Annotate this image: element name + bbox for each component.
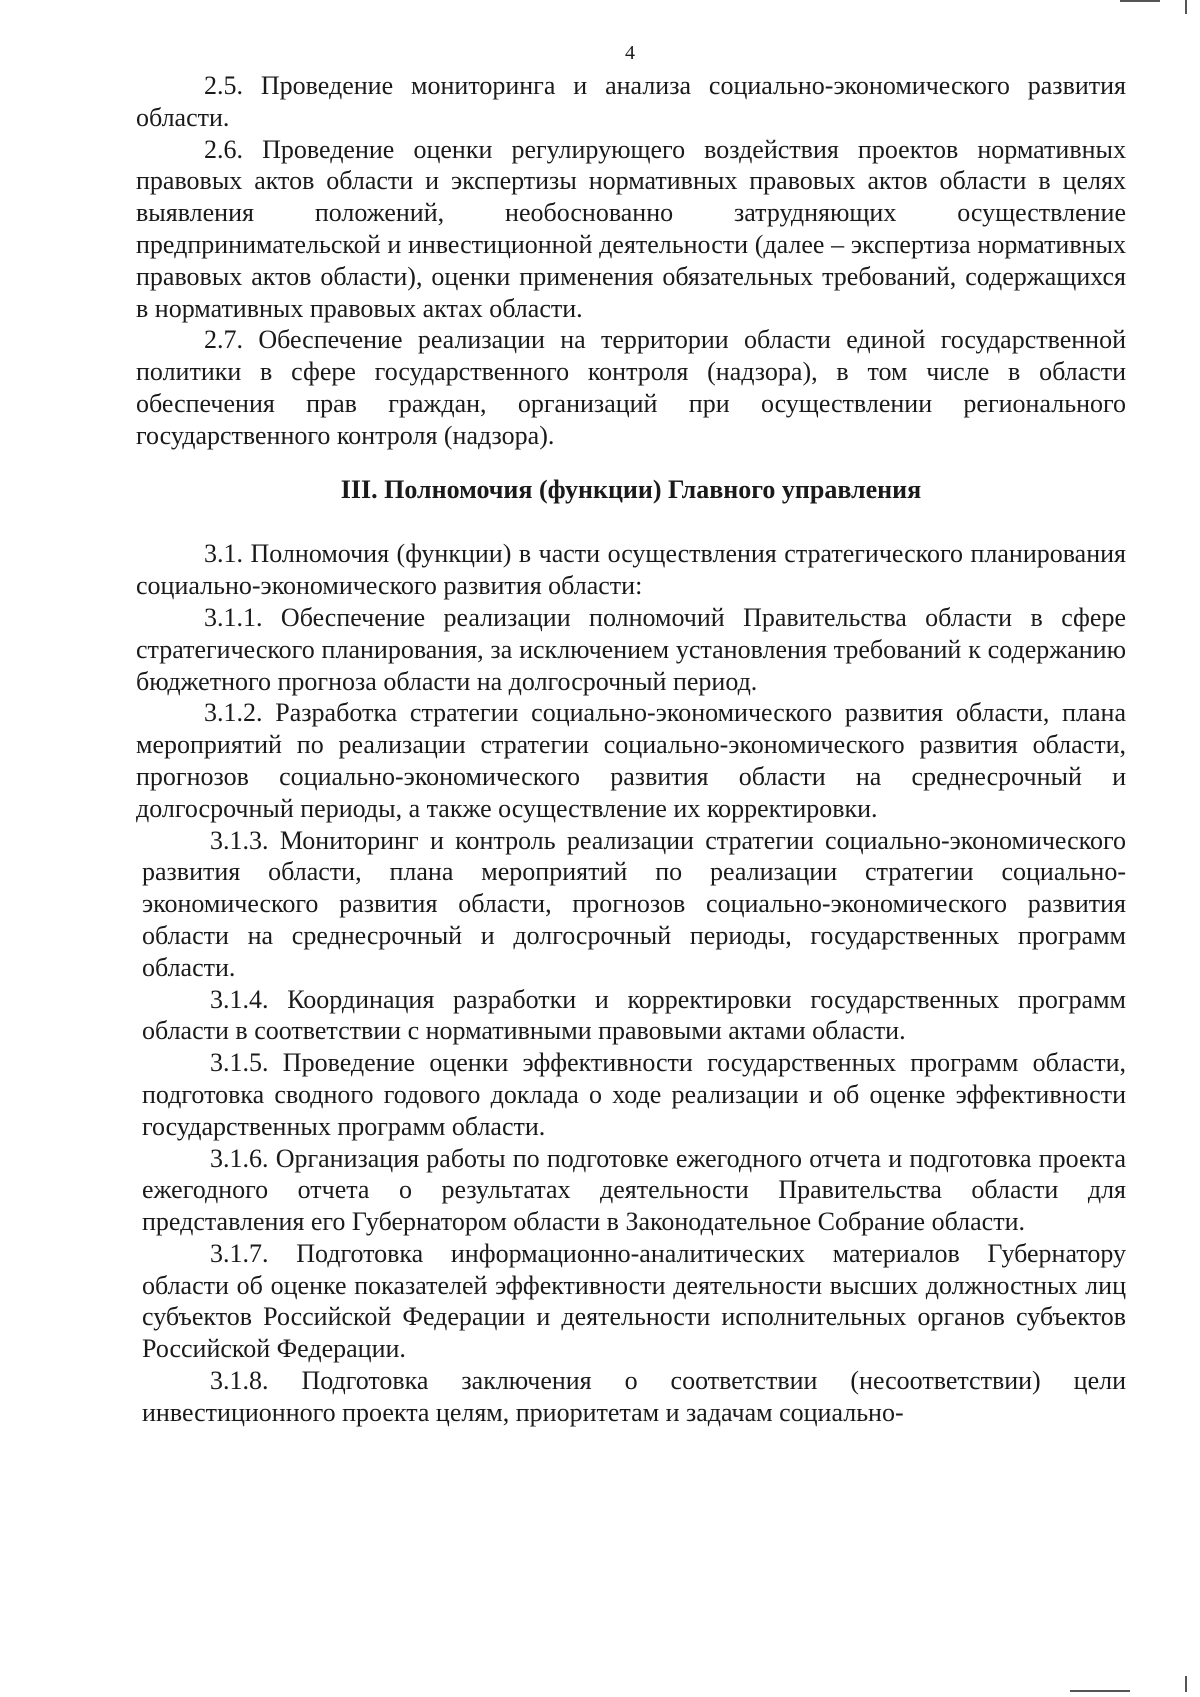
paragraph-2-5: 2.5. Проведение мониторинга и анализа социально-экономического развития области.: [136, 71, 1126, 132]
paragraph-2-6: 2.6. Проведение оценки регулирующего воздействия проектов нормативных правовых актов области и экспертизы нормативных правовых актов области в целях выявления положений, необоснованно затрудняющих осуществление предпринимательской и инвестиционной деятельности (далее – экспертиза нормативных правовых актов области), оценки применения обязательных требований, содержащихся в нормативных правовых актах области.: [136, 134, 1126, 323]
scan-artifact-top: [1120, 0, 1160, 2]
paragraph-2-7: 2.7. Обеспечение реализации на территории области единой государственной политики в сфере государственного контроля (надзора), в том числе в области обеспечения прав граждан, организаций при осуществлении регионального государственного контроля (надзора).: [136, 325, 1126, 450]
paragraph-3-1-4: 3.1.4. Координация разработки и корректировки государственных программ области в соответствии с нормативными правовыми актами области.: [142, 984, 1126, 1046]
scan-artifact-right-top: [1185, 0, 1187, 14]
paragraph-3-1-1: 3.1.1. Обеспечение реализации полномочий Правительства области в сфере стратегического планирования, за исключением установления требований к содержанию бюджетного прогноза области на долгосрочный период.: [136, 602, 1126, 696]
document-body: [136, 70, 1126, 1429]
paragraph-3-1-5: 3.1.5. Проведение оценки эффективности государственных программ области, подготовка сводного годового доклада о ходе реализации и об оценке эффективности государственных программ области.: [142, 1048, 1126, 1141]
paragraph-3-1-7: 3.1.7. Подготовка информационно-аналитических материалов Губернатору области об оценке показателей эффективности деятельности высших должностных лиц субъектов Российской Федерации и деятельности исполнительных органов субъектов Российской Федерации.: [142, 1238, 1126, 1364]
scan-artifact-bottom: [1070, 1690, 1130, 1692]
paragraph-3-1-2: 3.1.2. Разработка стратегии социально-экономического развития области, плана мероприятий по реализации стратегии социально-экономического развития области, прогнозов социально-экономического развития области на среднесрочный и долгосрочный периоды, а также осуществление их корректировки.: [136, 698, 1126, 823]
page-number: 4: [625, 42, 635, 64]
scan-artifact-right-bottom: [1185, 1676, 1187, 1692]
paragraph-3-1-6: 3.1.6. Организация работы по подготовке ежегодного отчета и подготовка проекта ежегодного отчета о результатах деятельности Правительства области для представления его Губернатором области в Законодательное Собрание области.: [142, 1143, 1126, 1237]
paragraph-3-1: 3.1. Полномочия (функции) в части осуществления стратегического планирования социально-экономического развития области:: [136, 539, 1126, 601]
paragraph-3-1-8: 3.1.8. Подготовка заключения о соответствии (несоответствии) цели инвестиционного проекта целям, приоритетам и задачам социально-: [142, 1366, 1126, 1427]
paragraph-3-1-3: 3.1.3. Мониторинг и контроль реализации стратегии социально-экономического развития области, плана мероприятий по реализации стратегии социально-экономического развития области, прогнозов социально-экономического развития области на среднесрочный и долгосрочный периоды, государственных программ области.: [142, 825, 1126, 982]
section-heading: III. Полномочия (функции) Главного управления: [340, 474, 922, 504]
